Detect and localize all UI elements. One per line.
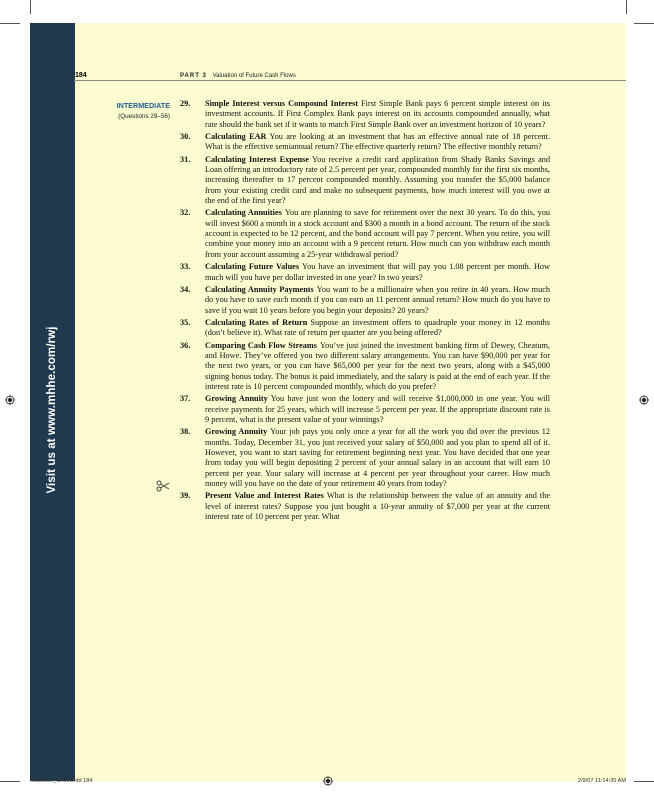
- footer-file-info: ros3062x_Ch06.indd 184: [30, 778, 93, 784]
- problem-body: You are planning to save for retirement over the next 30 years. To do this, you will invest $600 a month in a stock account and $300 a month in a bond account. The return of the stock account is expected to be 12 percent, and the bond account will pay 7 percent. When you retire, you will combine your money into an account with a 9 percent return. How much can you withdraw each month from your account assuming a 25-year withdrawal period?: [205, 208, 550, 259]
- problem-title: Comparing Cash Flow Streams: [205, 340, 317, 350]
- problem-item: [180, 318, 550, 339]
- problem-title: Growing Annuity: [205, 427, 268, 437]
- problem-body: Suppose an investment offers to quadruple your money in 12 months (don’t believe it). What rate of return per quarter are you being offered?: [205, 317, 551, 338]
- problem-item: [180, 99, 550, 130]
- problem-body: You have an investment that will pay you 1.08 percent per month. How much will you have per dollar invested in one year? In two years?: [205, 262, 550, 282]
- problem-title: Calculating Annuity Payments: [205, 284, 314, 294]
- section-level: INTERMEDIATE: [116, 101, 170, 110]
- crop-mark: [0, 23, 20, 24]
- problem-item: [180, 394, 550, 425]
- problem-number: 29.: [180, 99, 191, 108]
- problem-text: [205, 318, 550, 339]
- problem-number: 37.: [180, 394, 191, 404]
- problem-text: [205, 99, 550, 130]
- problem-list: [180, 99, 550, 524]
- header-rule: [74, 80, 626, 81]
- problem-body: You want to be a millionaire when you retire in 40 years. How much do you have to save each month if you can earn an 11 percent annual return? How much do you have to save if you wait 10 years before you begin your deposits? 20 years?: [205, 284, 550, 315]
- footer-timestamp: 2/9/07 11:14:35 AM: [577, 778, 626, 784]
- problem-title: Calculating Interest Expense: [205, 154, 309, 164]
- problem-body: You’ve just joined the investment banking firm of Dewey, Cheatum, and Howe. They’ve offered you two different salary arrangements. You can have $90,000 per year for the next two years, or you can have $65,000 per year for the next two years, along with a $45,000 signing bonus today. The bonus is paid immediately, and the salary is paid at the end of each year. If the interest rate is 10 percent compounded monthly, which do you prefer?: [205, 340, 550, 391]
- problem-text: [205, 262, 550, 283]
- crop-mark: [634, 23, 654, 24]
- problem-item: [180, 491, 550, 522]
- problem-text: [205, 491, 550, 522]
- problem-text: [205, 155, 550, 207]
- problem-number: 35.: [180, 317, 191, 327]
- problem-item: [180, 155, 550, 207]
- problem-title: Simple Interest versus Compound Interest: [205, 99, 358, 108]
- problem-title: Growing Annuity: [205, 394, 268, 404]
- problem-item: [180, 427, 550, 489]
- problem-body: Your job pays you only once a year for all the work you did over the previous 12 months. Today, December 31, you just received your salary of $50,000 and you plan to spend all of it. However, you want to start saving for retirement beginning next year. You have decided that one year from today you will begin depositing 2 percent of your annual salary in an account that will earn 10 percent per year. Your salary will increase at 4 percent per year throughout your career. How much money will you have on the date of your retirement 40 years from today?: [205, 427, 551, 489]
- problem-text: [205, 132, 550, 153]
- problem-number: 32.: [180, 208, 191, 218]
- problem-number: 38.: [180, 427, 191, 437]
- problem-text: [205, 394, 550, 425]
- problem-body: You are looking at an investment that has an effective annual rate of 18 percent. What is the effective semiannual return? The effective quarterly return? The effective monthly return?: [205, 132, 550, 152]
- page-number: 184: [75, 72, 87, 79]
- running-head: [180, 73, 296, 79]
- problem-item: [180, 341, 550, 393]
- problem-text: [205, 285, 550, 316]
- problem-title: Present Value and Interest Rates: [205, 491, 324, 501]
- problem-item: [180, 208, 550, 260]
- problem-item: [180, 285, 550, 316]
- registration-mark-icon: [323, 776, 333, 786]
- sidebar-url-text: Visit us at www.mhhe.com/rwj: [46, 326, 58, 494]
- problem-number: 31.: [180, 154, 191, 164]
- problem-item: [180, 262, 550, 283]
- problem-number: 33.: [180, 262, 191, 272]
- problem-text: [205, 427, 550, 489]
- problem-body: First Simple Bank pays 6 percent simple interest on its investment accounts. If First Complex Bank pays interest on its accounts compounded annually, what rate should the bank set if it wants to match First Simple Bank over an investment horizon of 10 years?: [205, 99, 550, 129]
- problem-title: Calculating Future Values: [205, 262, 300, 272]
- part-title: Valuation of Future Cash Flows: [212, 73, 296, 79]
- problem-number: 34.: [180, 284, 191, 294]
- crop-mark: [634, 781, 654, 782]
- problem-item: [180, 132, 550, 153]
- problem-text: [205, 208, 550, 260]
- problem-text: [205, 341, 550, 393]
- problem-number: 36.: [180, 340, 191, 350]
- registration-mark-icon: [5, 395, 15, 405]
- section-range: (Questions 29–56): [118, 113, 170, 120]
- registration-mark-icon: [639, 395, 649, 405]
- problem-body: You receive a credit card application from Shady Banks Savings and Loan offering an introductory rate of 2.5 percent per year, compounded monthly for the first six months, increasing thereafter to 17 percent compounded monthly. Assuming you transfer the $5,000 balance from your existing credit card and make no subsequent payments, how much interest will you owe at the end of the first year?: [205, 154, 551, 206]
- part-label: PART 3: [180, 73, 207, 79]
- problem-body: What is the relationship between the value of an annuity and the level of interest rates? Suppose you just bought a 10-year annuity of $7,000 per year at the current interest rate of 10 percent per year. What: [205, 491, 550, 522]
- problem-title: Calculating Rates of Return: [205, 317, 308, 327]
- crop-mark: [30, 0, 31, 14]
- problem-body: You have just won the lottery and will receive $1,000,000 in one year. You will receive payments for 25 years, which will increase 5 percent per year. If the appropriate discount rate is 9 percent, what is the present value of your winnings?: [205, 394, 550, 424]
- problem-number: 30.: [180, 132, 191, 142]
- problem-title: Calculating Annuities: [205, 208, 282, 218]
- problem-number: 39.: [180, 491, 191, 501]
- problem-title: Calculating EAR: [205, 132, 267, 142]
- scissors-icon: [156, 480, 170, 492]
- crop-mark: [626, 0, 627, 14]
- crop-mark: [0, 781, 20, 782]
